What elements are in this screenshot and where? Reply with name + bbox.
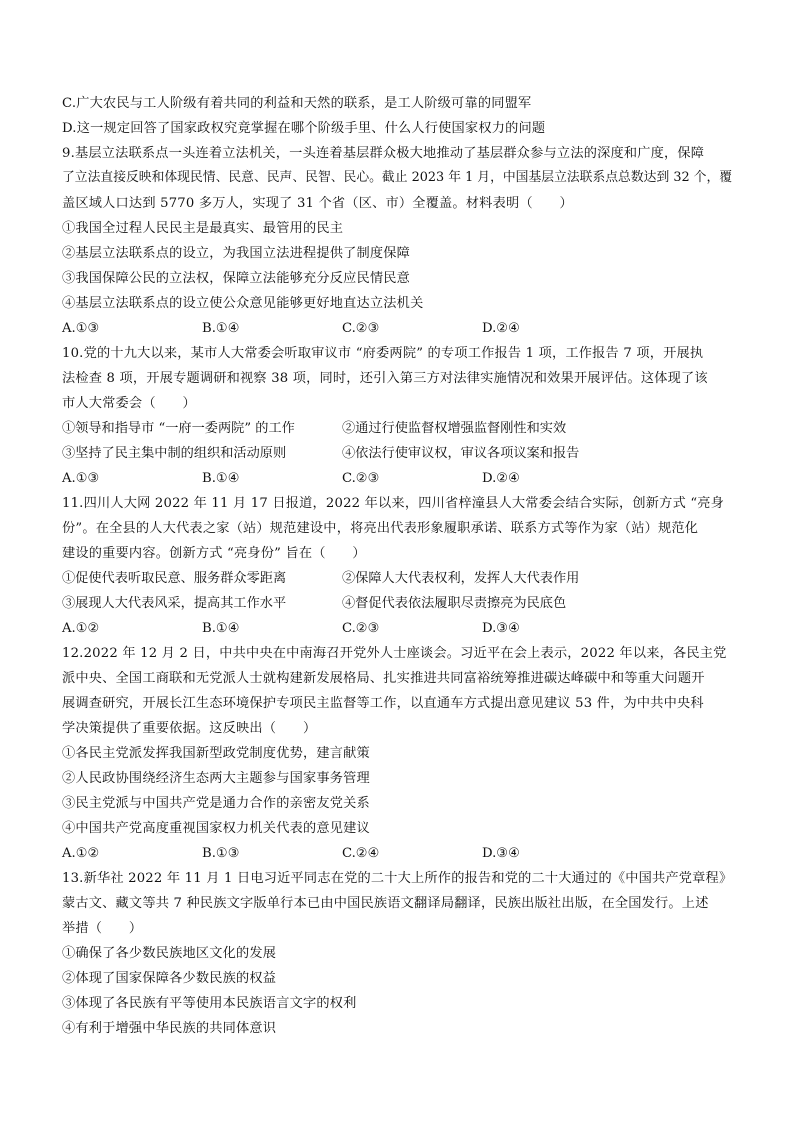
q12-item-3: ③民主党派与中国共产党是通力合作的亲密友党关系 (62, 796, 370, 811)
q10-item-4: ④依法行使审议权，审议各项议案和报告 (342, 446, 580, 461)
q11-option-a[interactable]: A.①② (62, 621, 100, 636)
q12-item-2: ②人民政协围绕经济生态两大主题参与国家事务管理 (62, 771, 370, 786)
q12-option-d[interactable]: D.③④ (482, 846, 520, 861)
q9-option-b[interactable]: B.①④ (202, 321, 240, 336)
q13-stem-line-3: 举措（ ） (62, 921, 143, 936)
q10-items-row-1 (62, 422, 702, 438)
q10-option-d[interactable]: D.②④ (482, 471, 520, 486)
q9-option-d[interactable]: D.②④ (482, 321, 520, 336)
q9-option-c[interactable]: C.②③ (342, 321, 380, 336)
q12-option-b[interactable]: B.①③ (202, 846, 240, 861)
q13-item-4: ④有利于增强中华民族的共同体意识 (62, 1021, 277, 1036)
q10-option-b[interactable]: B.①④ (202, 471, 240, 486)
q9-option-a[interactable]: A.①③ (62, 321, 100, 336)
q10-options (62, 472, 702, 488)
q11-stem-line-1: 11.四川人大网 2022 年 11 月 17 日报道，2022 年以来，四川省梓潼县人大常委会结合实际，创新方式 “亮身 (62, 496, 725, 511)
q12-option-c[interactable]: C.②④ (342, 846, 380, 861)
q11-items-row-1 (62, 572, 702, 588)
q13-item-2: ②体现了国家保障各少数民族的权益 (62, 971, 277, 986)
q10-stem-line-1: 10.党的十九大以来，某市人大常委会听取审议市 “府委两院” 的专项工作报告 1 项，工作报告 7 项，开展执 (62, 346, 704, 361)
q9-stem-line-1: 9.基层立法联系点一头连着立法机关，一头连着基层群众极大地推动了基层群众参与立法的深度和广度，保障 (62, 146, 705, 161)
q9-options (62, 322, 702, 338)
q13-item-1: ①确保了各少数民族地区文化的发展 (62, 946, 277, 961)
q11-item-2: ②保障人大代表权利，发挥人大代表作用 (342, 571, 580, 586)
q12-options (62, 847, 702, 863)
q13-stem-line-2: 蒙古文、藏文等共 7 种民族文字版单行本已由中国民族语文翻译局翻译，民族出版社出版，在全国发行。上述 (62, 896, 709, 911)
q10-item-1: ①领导和指导市 “一府一委两院” 的工作 (62, 421, 295, 436)
q12-item-4: ④中国共产党高度重视国家权力机关代表的意见建议 (62, 821, 370, 836)
q11-item-3: ③展现人大代表风采，提高其工作水平 (62, 596, 287, 611)
q10-items-row-2 (62, 447, 702, 463)
q13-stem-line-1: 13.新华社 2022 年 11 月 1 日电习近平同志在党的二十大上所作的报告和党的二十大通过的《中国共产党章程》 (62, 871, 733, 886)
q10-stem-line-3: 市人大常委会（ ） (62, 396, 196, 411)
q9-item-4: ④基层立法联系点的设立使公众意见能够更好地直达立法机关 (62, 296, 424, 311)
q11-item-1: ①促使代表听取民意、服务群众零距离 (62, 571, 287, 586)
q10-option-a[interactable]: A.①③ (62, 471, 100, 486)
q10-item-2: ②通过行使监督权增强监督刚性和实效 (342, 421, 567, 436)
q12-stem-line-1: 12.2022 年 12 月 2 日，中共中央在中南海召开党外人士座谈会。习近平在会上表示，2022 年以来，各民主党 (62, 646, 727, 661)
q9-item-2: ②基层立法联系点的设立，为我国立法进程提供了制度保障 (62, 246, 411, 261)
q11-stem-line-3: 建设的重要内容。创新方式 “亮身份” 旨在（ ） (62, 546, 366, 561)
q13-item-3: ③体现了各民族有平等使用本民族语言文字的权利 (62, 996, 357, 1011)
q9-stem-line-3: 盖区域人口达到 5770 多万人，实现了 31 个省（区、市）全覆盖。材料表明（ ） (62, 196, 573, 211)
q11-item-4: ④督促代表依法履职尽责擦亮为民底色 (342, 596, 567, 611)
q11-stem-line-2: 份”。在全县的人大代表之家（站）规范建设中，将亮出代表形象履职承诺、联系方式等作为家（站）规范化 (62, 521, 699, 536)
q12-item-1: ①各民主党派发挥我国新型政党制度优势，建言献策 (62, 746, 370, 761)
q9-stem-line-2: 了立法直接反映和体现民情、民意、民声、民智、民心。截止 2023 年 1 月，中国基层立法联系点总数达到 32 个，覆 (62, 170, 733, 185)
q12-stem-line-3: 展调查研究，开展长江生态环境保护专项民主监督等工作，以直通车方式提出意见建议 53 件，为中共中央科 (62, 696, 704, 711)
q11-option-b[interactable]: B.①④ (202, 621, 240, 636)
q10-option-c[interactable]: C.②③ (342, 471, 380, 486)
q8-option-d: D.这一规定回答了国家政权究竟掌握在哪个阶级手里、什么人行使国家权力的问题 (62, 121, 546, 136)
q12-option-a[interactable]: A.①② (62, 846, 100, 861)
q10-item-3: ③坚持了民主集中制的组织和活动原则 (62, 446, 287, 461)
q11-items-row-2 (62, 597, 702, 613)
q11-option-c[interactable]: C.②③ (342, 621, 380, 636)
q9-item-3: ③我国保障公民的立法权，保障立法能够充分反应民情民意 (62, 271, 411, 286)
q12-stem-line-2: 派中央、全国工商联和无党派人士就构建新发展格局、扎实推进共同富裕统筹推进碳达峰碳中和等重大问题开 (62, 671, 705, 686)
q9-item-1: ①我国全过程人民民主是最真实、最管用的民主 (62, 221, 344, 236)
q12-stem-line-4: 学决策提供了重要依据。这反映出（ ） (62, 721, 317, 736)
q11-options (62, 622, 702, 638)
q11-option-d[interactable]: D.③④ (482, 621, 520, 636)
q10-stem-line-2: 法检查 8 项，开展专题调研和视察 38 项，同时，还引入第三方对法律实施情况和效果开展评估。这体现了该 (62, 371, 708, 386)
q8-option-c: C.广大农民与工人阶级有着共同的利益和天然的联系，是工人阶级可靠的同盟军 (62, 96, 532, 111)
